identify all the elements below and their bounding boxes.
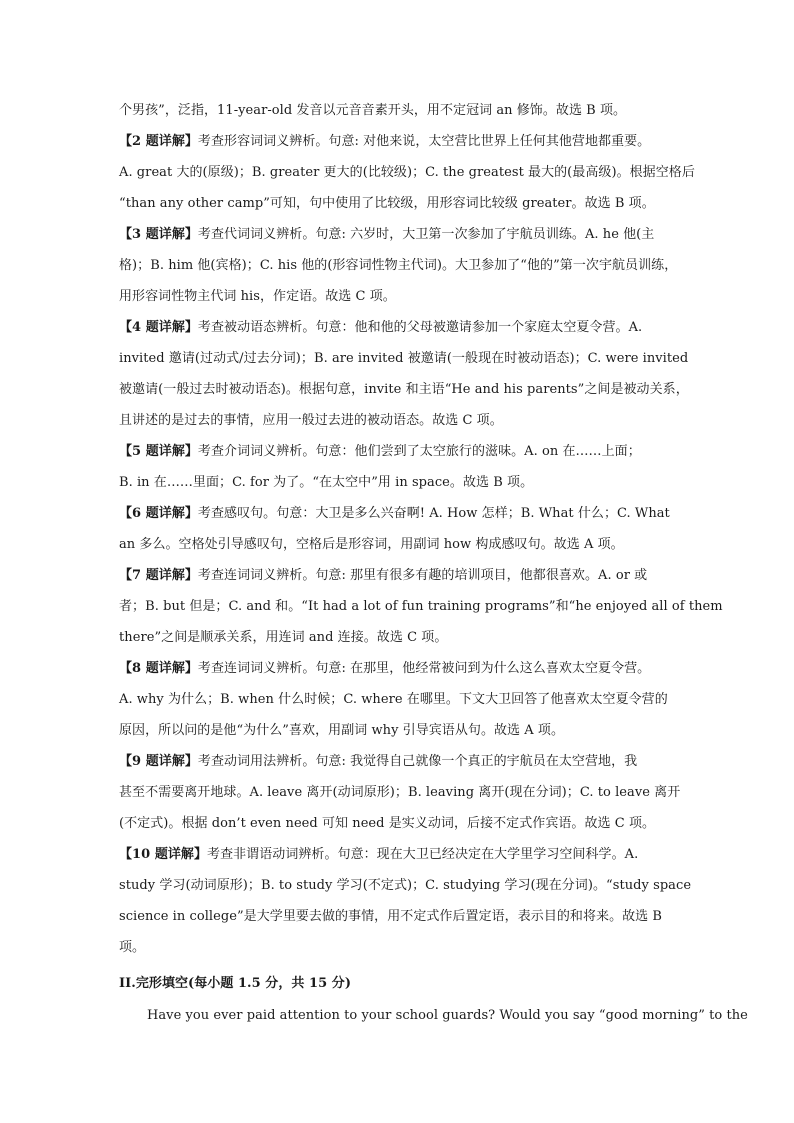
question-tag: 【9 题详解】 bbox=[119, 754, 198, 769]
question-explanation-heading-line bbox=[119, 566, 679, 586]
question-explanation-heading-line bbox=[119, 132, 679, 152]
explanation-line bbox=[119, 876, 692, 896]
line-text: 者；B. but 但是；C. and 和。“It had a lot of fun training programs”和“he enjoyed all of them bbox=[119, 599, 723, 614]
question-explanation-heading-line bbox=[119, 318, 679, 338]
question-explanation-heading-line bbox=[119, 659, 679, 679]
question-tag: 【6 题详解】 bbox=[119, 506, 198, 521]
explanation-line bbox=[119, 721, 679, 741]
section-heading: II.完形填空(每小题 1.5 分，共 15 分) bbox=[119, 976, 352, 991]
explanation-line bbox=[119, 163, 695, 183]
explanation-line bbox=[119, 287, 679, 307]
line-text: 考查感叹句。句意：大卫是多么兴奋啊! A. How 怎样；B. What 什么；C. What bbox=[197, 506, 670, 521]
question-explanation-heading-line bbox=[119, 752, 679, 772]
question-tag: 【8 题详解】 bbox=[119, 661, 198, 676]
line-text: A. why 为什么；B. when 什么时候；C. where 在哪里。下文大卫回答了他喜欢太空夏令营的 bbox=[119, 692, 668, 707]
line-text: 个男孩”，泛指，11-year-old 发音以元音音素开头，用不定冠词 an 修饰。故选 B 项。 bbox=[119, 103, 627, 118]
explanation-line bbox=[119, 411, 679, 431]
question-tag: 【7 题详解】 bbox=[119, 568, 198, 583]
explanation-line bbox=[119, 473, 679, 493]
line-text: study 学习(动词原形)；B. to study 学习(不定式)；C. studying 学习(现在分词)。“study space bbox=[119, 878, 692, 893]
line-text: B. in 在……里面；C. for 为了。“在太空中”用 in space。故选 B 项。 bbox=[119, 475, 534, 490]
explanation-line bbox=[119, 783, 679, 803]
explanation-line bbox=[119, 597, 723, 617]
question-explanation-heading-line bbox=[119, 442, 679, 462]
explanation-line bbox=[119, 814, 679, 834]
line-text: 格)；B. him 他(宾格)；C. his 他的(形容词性物主代词)。大卫参加了“他的”第一次宇航员训练， bbox=[119, 258, 678, 273]
question-tag: 【4 题详解】 bbox=[119, 320, 198, 335]
question-explanation-heading-line bbox=[119, 504, 679, 524]
explanation-line bbox=[119, 938, 679, 958]
line-text: (不定式)。根据 don’t even need 可知 need 是实义动词，后接不定式作宾语。故选 C 项。 bbox=[119, 816, 656, 831]
line-text: 考查被动语态辨析。句意：他和他的父母被邀请参加一个家庭太空夏令营。A. bbox=[197, 320, 643, 335]
passage-first-line: Have you ever paid attention to your school guards? Would you say “good morning” to the bbox=[147, 1008, 748, 1023]
explanation-line bbox=[119, 628, 679, 648]
line-text: 用形容词性物主代词 his，作定语。故选 C 项。 bbox=[119, 289, 396, 304]
explanation-line bbox=[119, 349, 689, 369]
explanation-line bbox=[119, 256, 679, 276]
line-text: 考查介词词义辨析。句意：他们尝到了太空旅行的滋味。A. on 在……上面； bbox=[197, 444, 641, 459]
explanation-line bbox=[119, 101, 679, 121]
question-tag: 【3 题详解】 bbox=[119, 227, 198, 242]
line-text: 考查连词词义辨析。句意: 那里有很多有趣的培训项目，他都很喜欢。A. or 或 bbox=[197, 568, 648, 583]
line-text: invited 邀请(过动式/过去分词)；B. are invited 被邀请(一般现在时被动语态)；C. were invited bbox=[119, 351, 689, 366]
line-text: science in college”是大学里要去做的事情，用不定式作后置定语，表示目的和将来。故选 B bbox=[119, 909, 663, 924]
line-text: 考查非谓语动词辨析。句意：现在大卫已经决定在大学里学习空间科学。A. bbox=[207, 847, 639, 862]
line-text: 且讲述的是过去的事情，应用一般过去进的被动语态。故选 C 项。 bbox=[119, 413, 503, 428]
line-text: 甚至不需要离开地球。A. leave 离开(动词原形)；B. leaving 离开(现在分词)；C. to leave 离开 bbox=[119, 785, 681, 800]
line-text: 原因，所以问的是他“为什么”喜欢，用副词 why 引导宾语从句。故选 A 项。 bbox=[119, 723, 565, 738]
line-text: 考查形容词词义辨析。句意: 对他来说，太空营比世界上任何其他营地都重要。 bbox=[197, 134, 651, 149]
explanation-line bbox=[119, 194, 679, 214]
line-text: 考查动词用法辨析。句意: 我觉得自己就像一个真正的宇航员在太空营地，我 bbox=[197, 754, 638, 769]
line-text: 考查连词词义辨析。句意: 在那里，他经常被问到为什么这么喜欢太空夏令营。 bbox=[197, 661, 651, 676]
explanation-line bbox=[119, 380, 689, 400]
question-tag: 【5 题详解】 bbox=[119, 444, 198, 459]
line-text: an 多么。空格处引导感叹句，空格后是形容词，用副词 how 构成感叹句。故选 A 项。 bbox=[119, 537, 624, 552]
explanation-line bbox=[119, 907, 679, 927]
line-text: 被邀请(一般过去时被动语态)。根据句意，invite 和主语“He and his parents”之间是被动关系， bbox=[119, 382, 689, 397]
line-text: 项。 bbox=[119, 940, 146, 955]
line-text: there”之间是顺承关系，用连词 and 连接。故选 C 项。 bbox=[119, 630, 448, 645]
explanation-line bbox=[119, 690, 679, 710]
question-tag: 【2 题详解】 bbox=[119, 134, 198, 149]
question-tag: 【10 题详解】 bbox=[119, 847, 208, 862]
line-text: “than any other camp”可知，句中使用了比较级，用形容词比较级 greater。故选 B 项。 bbox=[119, 196, 655, 211]
explanation-line bbox=[119, 535, 679, 555]
question-explanation-heading-line bbox=[119, 225, 679, 245]
line-text: 考查代词词义辨析。句意: 六岁时，大卫第一次参加了宇航员训练。A. he 他(主 bbox=[197, 227, 655, 242]
question-explanation-heading-line bbox=[119, 845, 679, 865]
line-text: A. great 大的(原级)；B. greater 更大的(比较级)；C. the greatest 最大的(最高级)。根据空格后 bbox=[119, 165, 695, 180]
